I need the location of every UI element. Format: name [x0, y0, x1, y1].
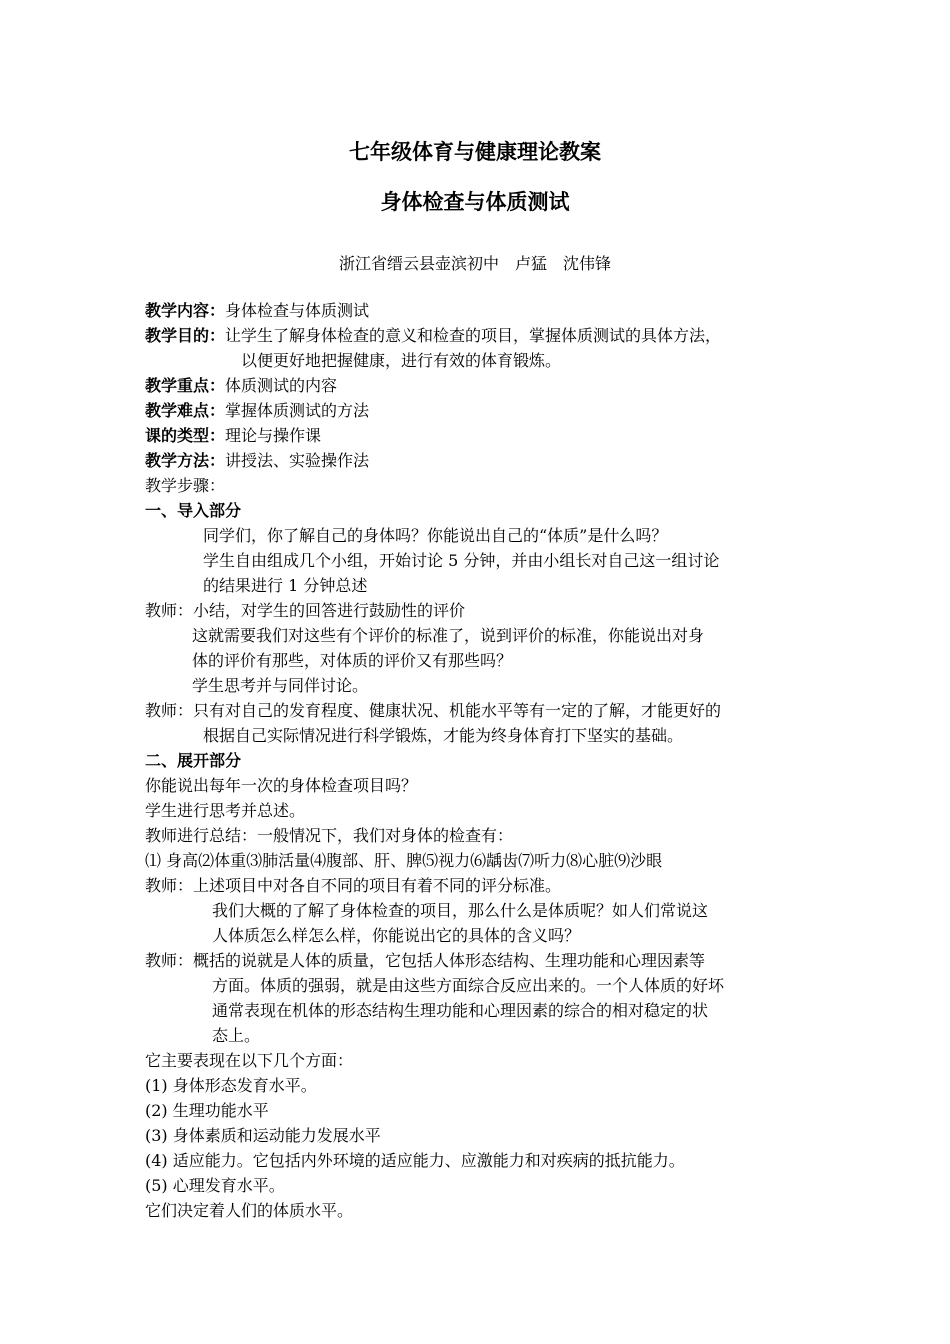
aspect-item: (4) 适应能力。它包括内外环境的适应能力、应激能力和对疾病的抵抗能力。	[145, 1151, 685, 1170]
difficulty-value: 掌握体质测试的方法	[225, 401, 370, 420]
section1-paragraph: 学生自由组成几个小组，开始讨论 5 分钟，并由小组长对自己这一组讨论	[203, 551, 720, 570]
difficulty-row	[145, 398, 825, 423]
teacher-line-continued: 通常表现在机体的形态结构生理功能和心理因素的综合的相对稳定的状	[212, 1001, 709, 1020]
teacher-line: 教师：概括的说就是人体的质量，它包括人体形态结构、生理功能和心理因素等	[145, 951, 706, 970]
aspect-item: (5) 心理发育水平。	[145, 1176, 285, 1195]
type-label: 课的类型：	[145, 426, 226, 445]
author-line: 浙江省缙云县壶滨初中 卢猛 沈伟锋	[338, 254, 611, 273]
teacher-line-continued: 根据自己实际情况进行科学锻炼，才能为终身体育打下坚实的基础。	[203, 726, 684, 745]
document-body	[145, 298, 825, 1223]
section1-paragraph: 体的评价有那些，对体质的评价又有那些吗？	[192, 651, 513, 670]
content-label: 教学内容：	[145, 301, 226, 320]
goal-row	[145, 323, 825, 348]
content-value: 身体检查与体质测试	[225, 301, 370, 320]
focus-value: 体质测试的内容	[225, 376, 338, 395]
checkup-items: ⑴ 身高⑵体重⑶肺活量⑷腹部、肝、脾⑸视力⑹龋齿⑺听力⑻心脏⑼沙眼	[145, 851, 663, 870]
method-label: 教学方法：	[145, 451, 226, 470]
section2-paragraph: 学生进行思考并总述。	[145, 801, 306, 820]
teacher-line-continued: 方面。体质的强弱，就是由这些方面综合反应出来的。一个人体质的好坏	[212, 976, 725, 995]
document-subtitle: 身体检查与体质测试	[380, 189, 570, 214]
aspects-intro: 它主要表现在以下几个方面：	[145, 1051, 354, 1070]
type-value: 理论与操作课	[225, 426, 322, 445]
difficulty-label: 教学难点：	[145, 401, 226, 420]
section1-paragraph: 同学们，你了解自己的身体吗？你能说出自己的“体质”是什么吗？	[203, 526, 668, 545]
section2-heading: 二、展开部分	[145, 751, 242, 770]
goal-label: 教学目的：	[145, 326, 226, 345]
aspect-item: (2) 生理功能水平	[145, 1101, 269, 1120]
section1-heading: 一、导入部分	[145, 501, 242, 520]
section2-paragraph: 你能说出每年一次的身体检查项目吗？	[145, 776, 418, 795]
method-value: 讲授法、实验操作法	[225, 451, 370, 470]
focus-label: 教学重点：	[145, 376, 226, 395]
section1-paragraph: 的结果进行 1 分钟总述	[203, 576, 368, 595]
section2-paragraph: 人体质怎么样怎么样，你能说出它的具体的含义吗？	[212, 926, 581, 945]
aspect-item: (3) 身体素质和运动能力发展水平	[145, 1126, 381, 1145]
teacher-line: 教师：上述项目中对各自不同的项目有着不同的评分标准。	[145, 876, 562, 895]
type-row	[145, 423, 825, 448]
goal-value-continued: 以便更好地把握健康，进行有效的体育锻炼。	[241, 351, 562, 370]
section2-paragraph: 我们大概的了解了身体检查的项目，那么什么是体质呢？如人们常说这	[212, 901, 709, 920]
document-title: 七年级体育与健康理论教案	[349, 139, 601, 164]
section1-paragraph: 学生思考并与同伴讨论。	[192, 676, 369, 695]
teacher-line-continued: 态上。	[212, 1026, 261, 1045]
section1-paragraph: 这就需要我们对这些有个评价的标准了，说到评价的标准，你能说出对身	[192, 626, 705, 645]
teacher-line: 教师：只有对自己的发育程度、健康状况、机能水平等有一定的了解，才能更好的	[145, 701, 722, 720]
steps-label: 教学步骤：	[145, 476, 226, 495]
goal-value: 让学生了解身体检查的意义和检查的项目，掌握体质测试的具体方法，	[225, 326, 722, 345]
aspect-item: (1) 身体形态发育水平。	[145, 1076, 317, 1095]
method-row	[145, 448, 825, 473]
conclusion: 它们决定着人们的体质水平。	[145, 1201, 354, 1220]
content-row	[145, 298, 825, 323]
section2-paragraph: 教师进行总结：一般情况下，我们对身体的检查有：	[145, 826, 514, 845]
teacher-line: 教师：小结，对学生的回答进行鼓励性的评价	[145, 601, 466, 620]
focus-row	[145, 373, 825, 398]
